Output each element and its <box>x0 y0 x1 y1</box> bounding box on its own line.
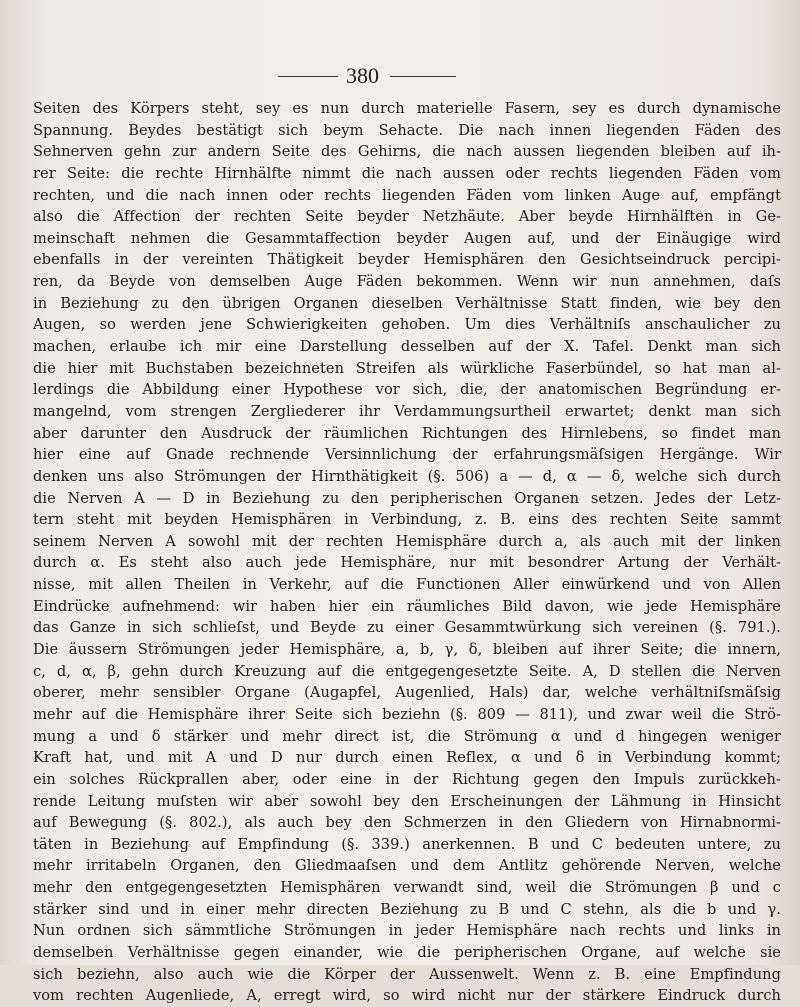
text-line: das Ganze in sich schlieſst, und Beyde zu einer Gesammtwürkung sich vereinen (§. 791.). <box>33 619 781 637</box>
text-line: machen, erlaube ich mir eine Darstellung desselben auf der X. Tafel. Denkt man sich <box>33 338 781 356</box>
text-line: die hier mit Buchstaben bezeichneten Streifen als würkliche Faserbündel, so hat man al- <box>33 359 781 377</box>
text-line: demselben Verhältnisse gegen einander, wie die peripherischen Organe, auf welche sie <box>33 943 781 961</box>
text-line: rer Seite: die rechte Hirnhälfte nimmt die nach aussen oder rechts liegenden Fäden vom <box>33 164 781 182</box>
text-line: oberer, mehr sensibler Organe (Augapfel, Augenlied, Hals) dar, welche verhältniſsmäſsig <box>33 684 781 702</box>
text-line: in Beziehung zu den übrigen Organen dieselben Verhältnisse Statt finden, wie bey den <box>33 294 781 312</box>
text-line: denken uns also Strömungen der Hirnthätigkeit (§. 506) a — d, α — δ, welche sich durch <box>33 467 781 485</box>
header-rule-left <box>278 76 338 77</box>
text-line: rechten, und die nach innen oder rechts liegenden Fäden vom linken Auge auf, empfängt <box>33 186 781 204</box>
text-line: Seiten des Körpers steht, sey es nun durch materielle Fasern, sey es durch dynamische <box>33 100 781 117</box>
text-line: ebenfalls in der vereinten Thätigkeit beyder Hemisphären den Gesichtseindruck percipi- <box>33 251 781 269</box>
text-line: mehr auf die Hemisphäre ihrer Seite sich beziehn (§. 809 — 811), und zwar weil die Strö- <box>33 705 781 723</box>
text-line: stärker sind und in einer mehr directen Beziehung zu B und C stehn, als die b und γ. <box>33 900 781 918</box>
text-line: mehr den entgegengesetzten Hemisphären verwandt sind, weil die Strömungen β und c <box>33 879 781 897</box>
text-line: sich beziehn, also auch wie die Körper der Aussenwelt. Wenn z. B. eine Empfindung <box>33 965 781 983</box>
text-line: ren, da Beyde von demselben Auge Fäden bekommen. Wenn wir nun annehmen, daſs <box>33 273 781 291</box>
text-line: lerdings die Abbildung einer Hypothese vor sich, die, der anatomischen Begründung er- <box>33 381 781 399</box>
text-line: also die Affection der rechten Seite beyder Netzhäute. Aber beyde Hirnhälften in Ge- <box>33 208 781 226</box>
text-line: Sehnerven gehn zur andern Seite des Gehirns, die nach aussen liegenden bleiben auf ih- <box>33 143 781 161</box>
text-line: auf Bewegung (§. 802.), als auch bey den Schmerzen in den Gliedern von Hirnabnormi- <box>33 814 781 832</box>
text-line: rende Leitung muſsten wir aber sowohl bey den Erscheinungen der Lähmung in Hinsicht <box>33 792 781 810</box>
text-line: Spannung. Beydes bestätigt sich beym Sehacte. Die nach innen liegenden Fäden des <box>33 121 781 139</box>
text-line: Kraft hat, und mit A und D nur durch einen Reflex, α und δ in Verbindung kommt; <box>33 749 781 767</box>
text-line: täten in Beziehung auf Empfindung (§. 339.) anerkennen. B und C bedeuten untere, zu <box>33 835 781 853</box>
text-line: mangelnd, vom strengen Zergliederer ihr Verdammungsurtheil erwartet; denkt man sich <box>33 402 781 420</box>
header-rule-right <box>390 76 456 77</box>
body-text <box>33 98 781 1007</box>
text-line: durch α. Es steht also auch jede Hemisphäre, nur mit besondrer Artung der Verhält- <box>33 554 781 572</box>
text-line: vom rechten Augenliede, A, erregt wird, so wird nicht nur der stärkere Eindruck durch <box>33 987 781 1005</box>
text-line: ein solches Rückprallen aber, oder eine in der Richtung gegen den Impuls zurückkeh- <box>33 770 781 788</box>
text-line: aber darunter den Ausdruck der räumlichen Richtungen des Hirnlebens, so findet man <box>33 424 781 442</box>
text-line: Augen, so werden jene Schwierigkeiten gehoben. Um dies Verhältniſs anschaulicher zu <box>33 316 781 334</box>
text-line: nisse, mit allen Theilen in Verkehr, auf die Functionen Aller einwürkend und von Allen <box>33 576 781 594</box>
text-line: mehr irritabeln Organen, den Gliedmaaſsen und dem Antlitz gehörende Nerven, welche <box>33 857 781 875</box>
text-line: Eindrücke aufnehmend: wir haben hier ein räumliches Bild davon, wie jede Hemisphäre <box>33 597 781 615</box>
page-header <box>0 60 800 90</box>
page-number: 380 <box>346 63 379 88</box>
text-line: die Nerven A — D in Beziehung zu den peripherischen Organen setzen. Jedes der Letz- <box>33 489 781 507</box>
text-line: tern steht mit beyden Hemisphären in Verbindung, z. B. eins des rechten Seite sammt <box>33 511 781 529</box>
text-line: Nun ordnen sich sämmtliche Strömungen in jeder Hemisphäre nach rechts und links in <box>33 922 781 940</box>
text-line: Die äussern Strömungen jeder Hemisphäre, a, b, γ, δ, bleiben auf ihrer Seite; die innern, <box>33 641 781 659</box>
text-line: hier eine auf Gnade rechnende Versinnlichung der erfahrungsmäſsigen Hergänge. Wir <box>33 446 781 464</box>
text-line: meinschaft nehmen die Gesammtaffection beyder Augen auf, und der Einäugige wird <box>33 229 781 247</box>
text-line: c, d, α, β, gehn durch Kreuzung auf die entgegengesetzte Seite. A, D stellen die Nerven <box>33 662 781 680</box>
text-line: mung a und δ stärker und mehr direct ist, die Strömung α und d hingegen weniger <box>33 727 781 745</box>
text-line: seinem Nerven A sowohl mit der rechten Hemisphäre durch a, als auch mit der linken <box>33 532 781 550</box>
